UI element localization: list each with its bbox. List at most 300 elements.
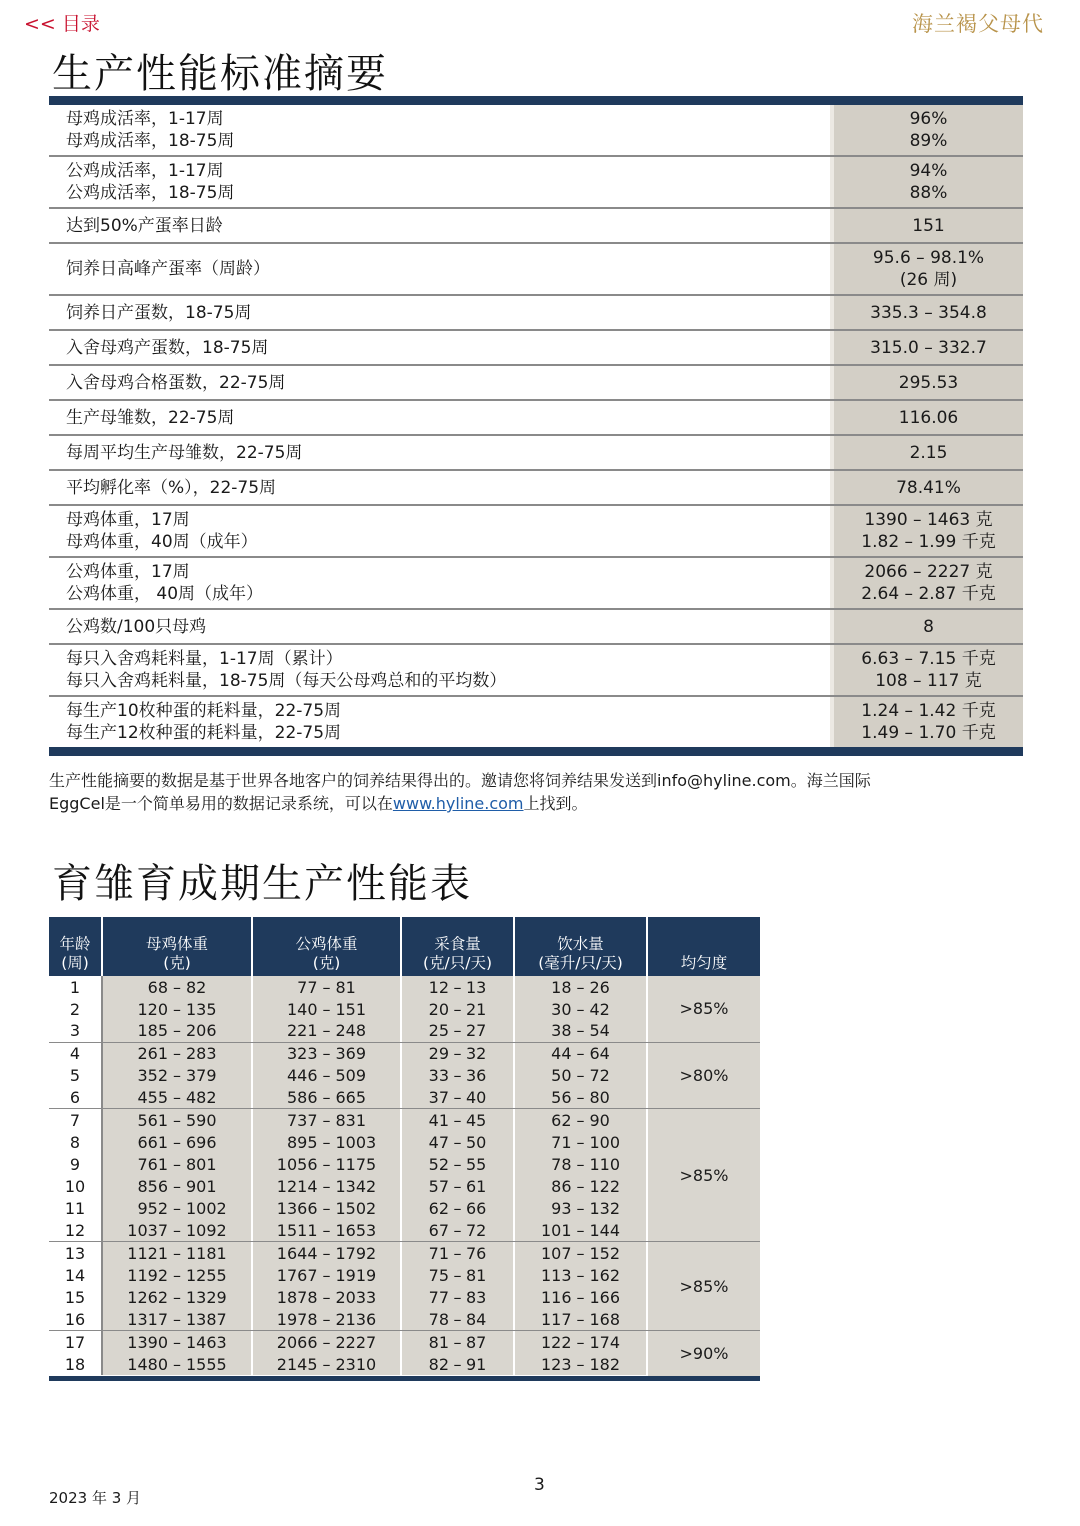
range-low: 1366 bbox=[276, 1199, 318, 1219]
range-dash: – bbox=[453, 1132, 462, 1152]
range-dash: – bbox=[322, 1177, 331, 1197]
range-dash: – bbox=[576, 1110, 585, 1130]
hyline-website-link[interactable]: www.hyline.com bbox=[392, 794, 524, 813]
summary-value-line: 151 bbox=[912, 215, 945, 236]
cock-weight-cell bbox=[253, 1043, 402, 1065]
summary-label-line: 每生产10枚种蛋的耗料量，22-75周 bbox=[66, 701, 342, 721]
feed-intake-cell bbox=[402, 1220, 515, 1241]
summary-row-label bbox=[49, 366, 830, 399]
range-high: 87 bbox=[465, 1332, 487, 1352]
feed-intake-cell bbox=[402, 1065, 515, 1087]
hen-weight-cell bbox=[103, 1020, 253, 1041]
summary-row-label bbox=[49, 610, 830, 643]
summary-label-line: 公鸡体重， 40周（成年） bbox=[66, 584, 264, 604]
hen-weight-cell bbox=[103, 1242, 253, 1264]
range-dash: – bbox=[173, 1132, 181, 1152]
summary-row-value bbox=[830, 366, 1023, 399]
range-low: 1317 bbox=[127, 1309, 168, 1329]
range-high: 2310 bbox=[335, 1354, 377, 1374]
age-cell: 14 bbox=[49, 1264, 103, 1286]
range-dash: – bbox=[453, 1199, 462, 1219]
range-dash: – bbox=[453, 1044, 462, 1064]
range-low: 50 bbox=[551, 1066, 572, 1086]
range-high: 1387 bbox=[186, 1309, 227, 1329]
range-low: 737 bbox=[286, 1110, 318, 1130]
table-row bbox=[49, 1331, 648, 1353]
summary-value-line: 88% bbox=[909, 183, 948, 203]
feed-intake-cell bbox=[402, 1287, 515, 1309]
range-dash: – bbox=[322, 1066, 331, 1086]
range-high: 83 bbox=[465, 1288, 487, 1308]
range-dash: – bbox=[173, 1044, 181, 1064]
range-dash: – bbox=[576, 999, 585, 1019]
feed-intake-cell bbox=[402, 1242, 515, 1264]
range-low: 1037 bbox=[127, 1221, 168, 1241]
range-low: 78 bbox=[428, 1309, 450, 1329]
age-cell: 17 bbox=[49, 1331, 103, 1353]
header-text: 饮水量 bbox=[557, 935, 604, 953]
range-dash: – bbox=[322, 1199, 331, 1219]
range-dash: – bbox=[576, 1309, 585, 1329]
water-intake-cell bbox=[515, 1264, 648, 1286]
hen-weight-cell bbox=[103, 1353, 253, 1375]
hen-weight-cell bbox=[103, 1220, 253, 1241]
range-low: 62 bbox=[551, 1110, 572, 1130]
range-high: 369 bbox=[335, 1044, 367, 1064]
range-low: 1056 bbox=[276, 1155, 318, 1175]
water-intake-cell bbox=[515, 1176, 648, 1198]
rearing-title: 育雏育成期生产性能表 bbox=[52, 861, 472, 907]
range-low: 77 bbox=[428, 1288, 450, 1308]
range-low: 47 bbox=[428, 1132, 450, 1152]
summary-row bbox=[49, 645, 1023, 697]
table-row bbox=[49, 1020, 648, 1042]
summary-value-line: 94% bbox=[909, 161, 948, 181]
cock-weight-cell bbox=[253, 1020, 402, 1041]
range-low: 586 bbox=[286, 1088, 318, 1108]
range-high: 144 bbox=[589, 1221, 621, 1241]
range-low: 123 bbox=[540, 1354, 572, 1374]
range-dash: – bbox=[576, 1288, 585, 1308]
summary-value-line: 1.49 – 1.70 千克 bbox=[861, 723, 996, 743]
range-dash: – bbox=[173, 999, 181, 1019]
range-low: 446 bbox=[286, 1066, 318, 1086]
range-high: 1175 bbox=[335, 1155, 377, 1175]
range-high: 55 bbox=[465, 1155, 487, 1175]
range-low: 661 bbox=[137, 1132, 168, 1152]
water-intake-cell bbox=[515, 1131, 648, 1153]
range-low: 25 bbox=[428, 1021, 450, 1041]
summary-row-label bbox=[49, 697, 830, 747]
range-high: 2227 bbox=[335, 1332, 377, 1352]
range-high: 590 bbox=[186, 1110, 217, 1130]
summary-value-line: 78.41% bbox=[896, 477, 961, 498]
range-high: 1255 bbox=[186, 1266, 227, 1286]
water-intake-cell bbox=[515, 1220, 648, 1241]
range-high: 81 bbox=[465, 1266, 487, 1286]
range-high: 80 bbox=[589, 1088, 610, 1108]
range-low: 1192 bbox=[127, 1266, 168, 1286]
range-low: 67 bbox=[428, 1221, 450, 1241]
range-dash: – bbox=[576, 1088, 585, 1108]
summary-title: 生产性能标准摘要 bbox=[52, 51, 388, 97]
cock-weight-cell bbox=[253, 1220, 402, 1241]
range-low: 455 bbox=[137, 1088, 168, 1108]
summary-value-line: 1390 – 1463 克 bbox=[864, 510, 993, 530]
range-low: 117 bbox=[540, 1309, 572, 1329]
range-low: 561 bbox=[137, 1110, 168, 1130]
summary-row-label bbox=[49, 331, 830, 364]
performance-summary-table bbox=[49, 96, 1023, 756]
range-dash: – bbox=[173, 1021, 181, 1041]
cock-weight-cell bbox=[253, 1109, 402, 1131]
summary-row-value bbox=[830, 610, 1023, 643]
range-low: 2145 bbox=[276, 1354, 318, 1374]
range-low: 2066 bbox=[276, 1332, 318, 1352]
summary-row bbox=[49, 471, 1023, 506]
cock-weight-cell bbox=[253, 1154, 402, 1176]
range-low: 1767 bbox=[276, 1266, 318, 1286]
summary-value-line: 2066 – 2227 克 bbox=[864, 562, 993, 582]
range-high: 2033 bbox=[335, 1288, 377, 1308]
feed-intake-cell bbox=[402, 976, 515, 998]
table-row bbox=[49, 1220, 648, 1242]
range-high: 206 bbox=[186, 1021, 217, 1041]
table-row bbox=[49, 1198, 648, 1220]
rearing-table-rows bbox=[49, 976, 648, 1376]
range-low: 185 bbox=[137, 1021, 168, 1041]
cock-weight-cell bbox=[253, 1353, 402, 1375]
summary-label-line: 饲养日产蛋数，18-75周 bbox=[66, 302, 252, 323]
footer-date: 2023 年 3 月 bbox=[49, 1489, 142, 1507]
range-dash: – bbox=[453, 1155, 462, 1175]
range-dash: – bbox=[322, 1221, 331, 1241]
range-high: 1792 bbox=[335, 1243, 377, 1263]
range-dash: – bbox=[576, 1066, 585, 1086]
range-low: 113 bbox=[540, 1266, 572, 1286]
cock-weight-cell bbox=[253, 1065, 402, 1087]
table-row bbox=[49, 1353, 648, 1375]
summary-label-line: 公鸡成活率，1-17周 bbox=[66, 161, 224, 181]
note-line-2-pre: EggCel是一个简单易用的数据记录系统，可以在 bbox=[49, 794, 393, 813]
range-low: 122 bbox=[540, 1332, 572, 1352]
range-high: 45 bbox=[465, 1110, 487, 1130]
range-low: 57 bbox=[428, 1177, 450, 1197]
summary-row-value bbox=[830, 506, 1023, 556]
range-dash: – bbox=[173, 1088, 181, 1108]
summary-row-label bbox=[49, 157, 830, 207]
header-text: 母鸡体重 bbox=[145, 935, 208, 953]
age-cell: 8 bbox=[49, 1131, 103, 1153]
range-dash: – bbox=[322, 1243, 331, 1263]
range-high: 248 bbox=[335, 1021, 367, 1041]
summary-label-line: 入舍母鸡产蛋数，18-75周 bbox=[66, 337, 269, 358]
range-high: 283 bbox=[186, 1044, 217, 1064]
range-high: 174 bbox=[589, 1332, 621, 1352]
cock-weight-cell bbox=[253, 1264, 402, 1286]
summary-value-line: 108 – 117 克 bbox=[875, 671, 982, 691]
hen-weight-cell bbox=[103, 1131, 253, 1153]
summary-label-line: 达到50%产蛋率日龄 bbox=[66, 215, 223, 236]
water-intake-cell bbox=[515, 1242, 648, 1264]
uniformity-column bbox=[648, 976, 760, 1376]
summary-label-line: 母鸡体重，17周 bbox=[66, 510, 190, 530]
range-low: 116 bbox=[540, 1288, 572, 1308]
water-intake-cell bbox=[515, 1087, 648, 1108]
range-low: 71 bbox=[428, 1243, 450, 1263]
hen-weight-cell bbox=[103, 1309, 253, 1330]
summary-label-line: 每只入舍鸡耗料量，18-75周（每天公母鸡总和的平均数） bbox=[66, 671, 507, 691]
range-low: 895 bbox=[286, 1132, 318, 1152]
range-high: 665 bbox=[335, 1088, 367, 1108]
range-high: 1003 bbox=[335, 1132, 377, 1152]
range-high: 84 bbox=[465, 1309, 487, 1329]
range-dash: – bbox=[576, 1044, 585, 1064]
summary-value-line: 95.6 – 98.1% bbox=[872, 248, 985, 268]
range-high: 132 bbox=[589, 1199, 621, 1219]
note-line-2-post: 上找到。 bbox=[523, 794, 588, 813]
cock-weight-cell bbox=[253, 1309, 402, 1330]
range-high: 1502 bbox=[335, 1199, 377, 1219]
range-high: 72 bbox=[465, 1221, 487, 1241]
hen-weight-cell bbox=[103, 1331, 253, 1353]
toc-link[interactable]: << 目录 bbox=[24, 13, 100, 35]
range-high: 696 bbox=[186, 1132, 217, 1152]
range-dash: – bbox=[576, 1177, 585, 1197]
water-intake-cell bbox=[515, 1331, 648, 1353]
header-uniformity bbox=[648, 917, 760, 976]
water-intake-cell bbox=[515, 1353, 648, 1375]
range-dash: – bbox=[173, 1266, 181, 1286]
range-low: 1978 bbox=[276, 1309, 318, 1329]
range-dash: – bbox=[453, 1288, 462, 1308]
table-row bbox=[49, 1154, 648, 1176]
range-dash: – bbox=[453, 1088, 462, 1108]
range-low: 1121 bbox=[127, 1243, 168, 1263]
cock-weight-cell bbox=[253, 1331, 402, 1353]
range-low: 77 bbox=[297, 977, 318, 997]
summary-row bbox=[49, 296, 1023, 331]
water-intake-cell bbox=[515, 1198, 648, 1220]
range-low: 78 bbox=[551, 1155, 572, 1175]
range-high: 135 bbox=[186, 999, 217, 1019]
range-high: 901 bbox=[186, 1177, 217, 1197]
range-high: 32 bbox=[465, 1044, 487, 1064]
range-high: 166 bbox=[589, 1288, 621, 1308]
summary-label-line: 公鸡体重，17周 bbox=[66, 562, 190, 582]
range-low: 20 bbox=[428, 999, 450, 1019]
summary-label-line: 每只入舍鸡耗料量，1-17周（累计） bbox=[66, 649, 343, 669]
uniformity-cell: >85% bbox=[648, 976, 760, 1043]
summary-label-line: 每生产12枚种蛋的耗料量，22-75周 bbox=[66, 723, 342, 743]
range-dash: – bbox=[322, 1332, 331, 1352]
range-low: 75 bbox=[428, 1266, 450, 1286]
range-low: 1878 bbox=[276, 1288, 318, 1308]
range-dash: – bbox=[322, 1132, 331, 1152]
water-intake-cell bbox=[515, 1020, 648, 1041]
table-row bbox=[49, 1264, 648, 1286]
range-low: 81 bbox=[428, 1332, 450, 1352]
cock-weight-cell bbox=[253, 1176, 402, 1198]
header-text: (克) bbox=[312, 954, 341, 972]
range-high: 13 bbox=[465, 977, 487, 997]
range-low: 56 bbox=[551, 1088, 572, 1108]
summary-row-value bbox=[830, 105, 1023, 155]
summary-row bbox=[49, 366, 1023, 401]
range-low: 52 bbox=[428, 1155, 450, 1175]
summary-row-value bbox=[830, 401, 1023, 434]
range-dash: – bbox=[173, 1332, 181, 1352]
summary-row-label bbox=[49, 436, 830, 469]
summary-row bbox=[49, 436, 1023, 471]
summary-value-line: 96% bbox=[909, 109, 948, 129]
summary-label-line: 每周平均生产母雏数，22-75周 bbox=[66, 442, 303, 463]
range-high: 1002 bbox=[186, 1199, 227, 1219]
summary-row-label bbox=[49, 558, 830, 608]
age-cell: 6 bbox=[49, 1087, 103, 1108]
range-high: 1653 bbox=[335, 1221, 377, 1241]
rearing-performance-table bbox=[49, 917, 760, 1381]
summary-row-value bbox=[830, 558, 1023, 608]
summary-value-line: 116.06 bbox=[898, 407, 959, 428]
summary-row bbox=[49, 209, 1023, 244]
range-dash: – bbox=[322, 1155, 331, 1175]
range-high: 91 bbox=[465, 1354, 487, 1374]
feed-intake-cell bbox=[402, 1353, 515, 1375]
summary-row bbox=[49, 105, 1023, 157]
range-dash: – bbox=[453, 999, 462, 1019]
age-cell: 7 bbox=[49, 1109, 103, 1131]
age-cell: 5 bbox=[49, 1065, 103, 1087]
age-cell: 2 bbox=[49, 998, 103, 1020]
range-dash: – bbox=[576, 1332, 585, 1352]
range-dash: – bbox=[173, 1354, 181, 1374]
summary-row bbox=[49, 506, 1023, 558]
range-dash: – bbox=[173, 1288, 181, 1308]
table-row bbox=[49, 998, 648, 1020]
summary-value-line: 2.15 bbox=[909, 442, 948, 463]
range-high: 152 bbox=[589, 1243, 621, 1263]
table-row bbox=[49, 1065, 648, 1087]
cock-weight-cell bbox=[253, 976, 402, 998]
hen-weight-cell bbox=[103, 1043, 253, 1065]
uniformity-cell: >80% bbox=[648, 1043, 760, 1110]
range-high: 40 bbox=[465, 1088, 487, 1108]
range-dash: – bbox=[173, 1155, 181, 1175]
age-cell: 12 bbox=[49, 1220, 103, 1241]
hen-weight-cell bbox=[103, 1264, 253, 1286]
water-intake-cell bbox=[515, 1065, 648, 1087]
summary-row-value bbox=[830, 645, 1023, 695]
range-high: 64 bbox=[589, 1044, 610, 1064]
cock-weight-cell bbox=[253, 1131, 402, 1153]
range-dash: – bbox=[453, 1266, 462, 1286]
range-dash: – bbox=[173, 1066, 181, 1086]
summary-row-label bbox=[49, 506, 830, 556]
summary-row-value bbox=[830, 436, 1023, 469]
uniformity-cell: >85% bbox=[648, 1242, 760, 1331]
range-dash: – bbox=[173, 1221, 181, 1241]
range-dash: – bbox=[322, 1288, 331, 1308]
age-cell: 11 bbox=[49, 1198, 103, 1220]
header-text: 年龄 bbox=[59, 935, 91, 953]
range-low: 1644 bbox=[276, 1243, 318, 1263]
range-high: 82 bbox=[186, 977, 207, 997]
range-low: 856 bbox=[137, 1177, 168, 1197]
range-high: 2136 bbox=[335, 1309, 377, 1329]
range-low: 37 bbox=[428, 1088, 450, 1108]
range-dash: – bbox=[453, 1066, 462, 1086]
age-cell: 15 bbox=[49, 1287, 103, 1309]
header-water-intake bbox=[515, 917, 648, 976]
range-dash: – bbox=[453, 1309, 462, 1329]
feed-intake-cell bbox=[402, 1198, 515, 1220]
summary-row-label bbox=[49, 105, 830, 155]
range-dash: – bbox=[453, 1177, 462, 1197]
range-dash: – bbox=[173, 1199, 181, 1219]
water-intake-cell bbox=[515, 976, 648, 998]
header-text: (周) bbox=[61, 954, 89, 972]
range-high: 1181 bbox=[186, 1243, 227, 1263]
range-dash: – bbox=[453, 977, 462, 997]
range-dash: – bbox=[322, 1044, 331, 1064]
range-dash: – bbox=[576, 1132, 585, 1152]
hen-weight-cell bbox=[103, 1109, 253, 1131]
range-dash: – bbox=[322, 1354, 331, 1374]
header-text: 均匀度 bbox=[680, 954, 728, 972]
header-text: (克/只/天) bbox=[422, 954, 493, 972]
range-high: 76 bbox=[465, 1243, 487, 1263]
cock-weight-cell bbox=[253, 998, 402, 1020]
table-row bbox=[49, 1087, 648, 1109]
range-low: 323 bbox=[286, 1044, 318, 1064]
range-dash: – bbox=[322, 1266, 331, 1286]
range-low: 952 bbox=[137, 1199, 168, 1219]
water-intake-cell bbox=[515, 998, 648, 1020]
feed-intake-cell bbox=[402, 1109, 515, 1131]
summary-label-line: 入舍母鸡合格蛋数，22-75周 bbox=[66, 372, 286, 393]
range-low: 71 bbox=[551, 1132, 572, 1152]
summary-row-value bbox=[830, 157, 1023, 207]
range-high: 42 bbox=[589, 999, 610, 1019]
range-high: 162 bbox=[589, 1266, 621, 1286]
brand-title: 海兰褐父母代 bbox=[912, 12, 1044, 36]
cock-weight-cell bbox=[253, 1198, 402, 1220]
range-high: 110 bbox=[589, 1155, 621, 1175]
summary-row-value bbox=[830, 471, 1023, 504]
summary-row bbox=[49, 558, 1023, 610]
age-cell: 4 bbox=[49, 1043, 103, 1065]
summary-row-value bbox=[830, 296, 1023, 329]
range-low: 140 bbox=[286, 999, 318, 1019]
range-low: 352 bbox=[137, 1066, 168, 1086]
range-low: 221 bbox=[286, 1021, 318, 1041]
summary-row-label bbox=[49, 401, 830, 434]
range-low: 33 bbox=[428, 1066, 450, 1086]
summary-label-line: 母鸡成活率，18-75周 bbox=[66, 131, 235, 151]
header-cock-weight bbox=[253, 917, 402, 976]
summary-label-line: 公鸡成活率，18-75周 bbox=[66, 183, 235, 203]
water-intake-cell bbox=[515, 1109, 648, 1131]
range-low: 1214 bbox=[276, 1177, 318, 1197]
table-row bbox=[49, 1043, 648, 1065]
range-low: 86 bbox=[551, 1177, 572, 1197]
header-text: 采食量 bbox=[434, 935, 481, 953]
note-line-1: 生产性能摘要的数据是基于世界各地客户的饲养结果得出的。邀请您将饲养结果发送到info@hyline.com。海兰国际 bbox=[49, 771, 871, 790]
summary-row bbox=[49, 610, 1023, 645]
range-low: 62 bbox=[428, 1199, 450, 1219]
range-dash: – bbox=[453, 1354, 462, 1374]
